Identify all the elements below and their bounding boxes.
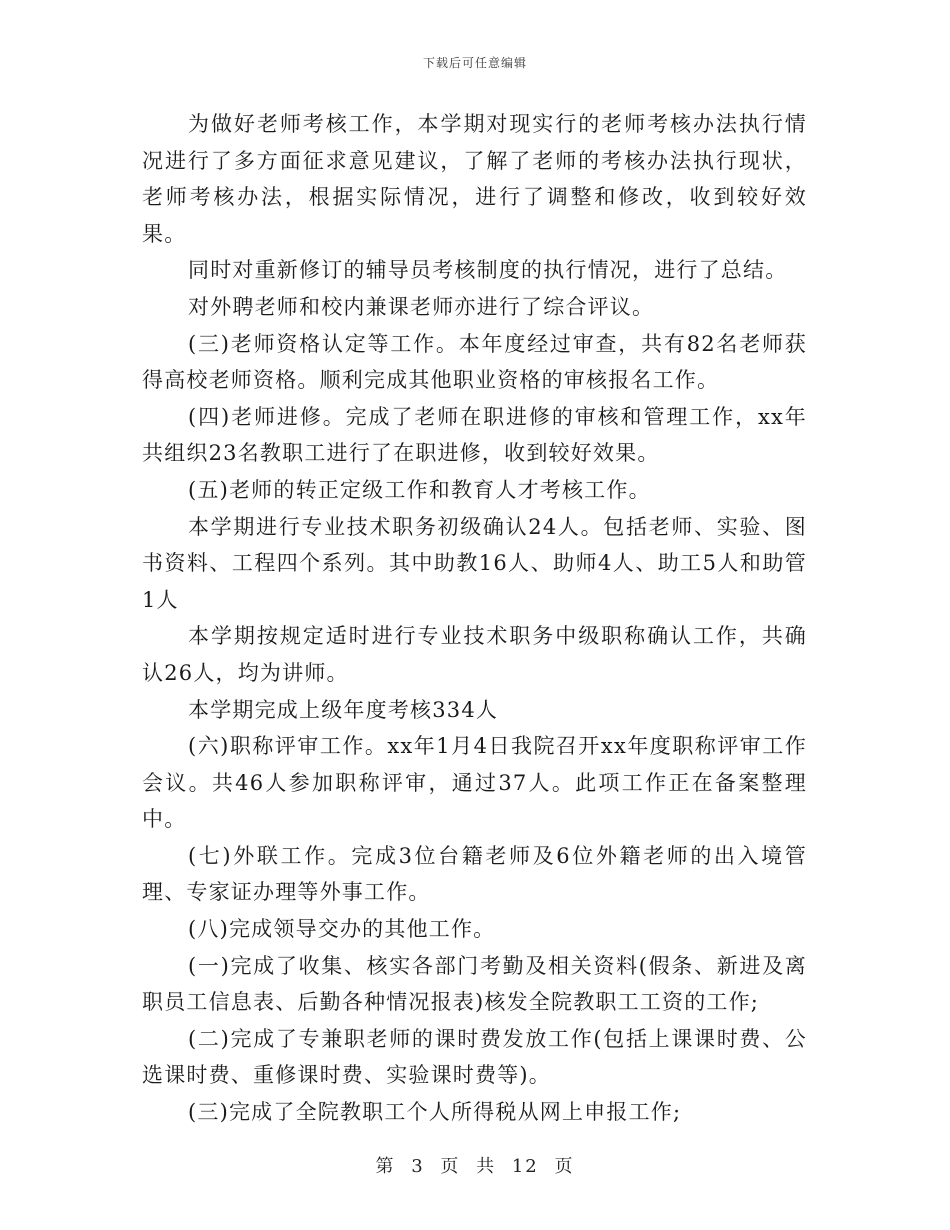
paragraph: (三)老师资格认定等工作。本年度经过审查，共有82名老师获得高校老师资格。顺利完成其他职业资格的审核报名工作。 [142,331,807,393]
paragraph: 本学期进行专业技术职务初级确认24人。包括老师、实验、图书资料、工程四个系列。其中助教16人、助师4人、助工5人和助管1人 [142,514,807,612]
paragraph: (八)完成领导交办的其他工作。 [188,917,496,942]
paragraph: (七)外联工作。完成3位台籍老师及6位外籍老师的出入境管理、专家证办理等外事工作。 [142,843,807,905]
paragraph: (六)职称评审工作。xx年1月4日我院召开xx年度职称评审工作会议。共46人参加职称评审，通过37人。此项工作正在备案整理中。 [142,734,807,832]
paragraph: 同时对重新修订的辅导员考核制度的执行情况，进行了总结。 [188,258,788,283]
paragraph: 对外聘老师和校内兼课老师亦进行了综合评议。 [188,294,655,319]
paragraph: 为做好老师考核工作，本学期对现实行的老师考核办法执行情况进行了多方面征求意见建议，了解了老师的考核办法执行现状，老师考核办法，根据实际情况，进行了调整和修改，收到较好效果。 [142,112,807,246]
paragraph: (一)完成了收集、核实各部门考勤及相关资料(假条、新进及离职员工信息表、后勤各种情况报表)核发全院教职工工资的工作; [142,953,807,1015]
document-body [142,106,807,1131]
paragraph: (三)完成了全院教职工个人所得税从网上申报工作; [188,1100,682,1125]
paragraph: 本学期按规定适时进行专业技术职务中级职称确认工作，共确认26人，均为讲师。 [142,624,807,685]
paragraph: (二)完成了专兼职老师的课时费发放工作(包括上课课时费、公选课时费、重修课时费、实验课时费等)。 [142,1026,807,1088]
paragraph: (四)老师进修。完成了老师在职进修的审核和管理工作，xx年共组织23名教职工进行了在职进修，收到较好效果。 [142,404,807,466]
paragraph: (五)老师的转正定级工作和教育人才考核工作。 [188,477,651,502]
page-header: 下载后可任意编辑 [422,56,527,70]
paragraph: 本学期完成上级年度考核334人 [188,697,499,722]
page-number-footer: 第 3 页 共 12 页 [375,1156,575,1177]
